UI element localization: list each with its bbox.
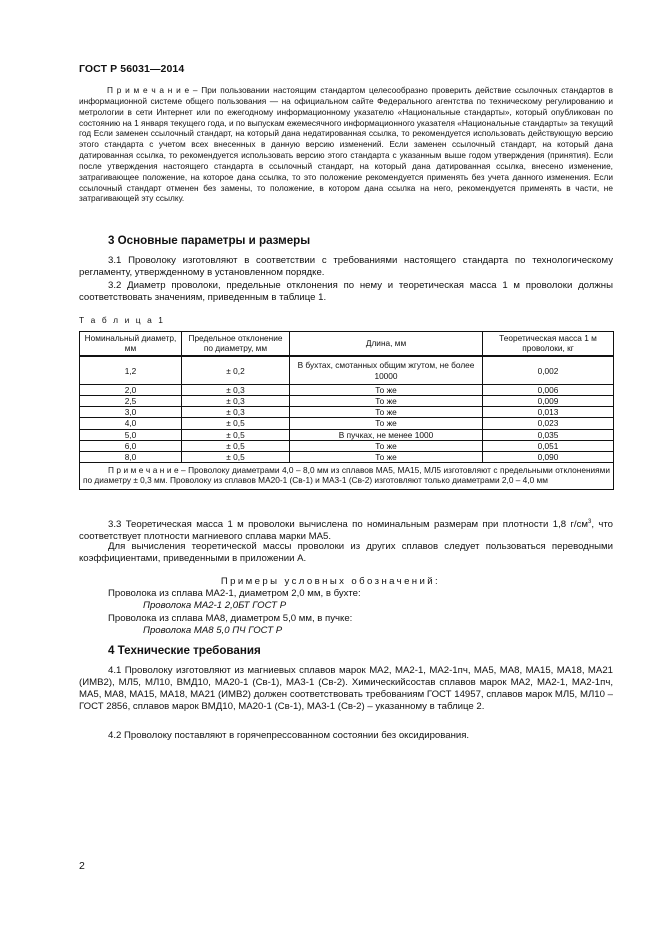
table-note-label: П р и м е ч а н и е [108,465,179,476]
table-header-cell: Длина, мм [290,332,483,357]
table-header-row [80,332,614,357]
page-number: 2 [79,860,85,872]
table-row [80,356,614,384]
table-cell: То же [290,440,483,451]
table-cell: То же [290,418,483,429]
paragraph-4-2: 4.2 Проволоку поставляют в горячепрессованном состоянии без оксидирования. [108,730,470,741]
table-cell: 0,023 [483,418,614,429]
table-cell: 0,051 [483,440,614,451]
table-cell: В пучках, не менее 1000 [290,429,483,440]
table-note [80,463,614,489]
table-cell: 2,0 [80,384,182,395]
table-note-text: – Проволоку диаметрами 4,0 – 8,0 мм из сплавов МА5, МА15, МЛ5 изготовляют с предельными отклонениями по диаметру ± 0,3 мм. Проволоку из сплавов МА20-1 (Св-1) и МА3-1 (Св-2) изготовляют только диаметрами 2,0 – 4,0 мм [83,465,611,486]
document-header: ГОСТ Р 56031—2014 [79,63,185,75]
section-4-heading: 4 Технические требования [108,644,261,657]
table-cell: 0,090 [483,452,614,463]
table-cell: 5,0 [80,429,182,440]
table-cell: ± 0,5 [182,418,290,429]
intro-note [79,85,613,204]
table-note-row [80,463,614,489]
examples-title: Примеры условных обозначений: [220,576,441,587]
example-1-text: Проволока из сплава МА2-1, диаметром 2,0 мм, в бухте: [108,588,361,599]
table-cell: 1,2 [80,356,182,384]
table-cell: 0,013 [483,407,614,418]
table-cell: 2,5 [80,396,182,407]
table-header-cell: Номинальный диаметр, мм [80,332,182,357]
table-cell: ± 0,2 [182,356,290,384]
table-cell: 0,006 [483,384,614,395]
example-1-code: Проволока МА2-1 2,0БТ ГОСТ Р [143,600,287,611]
table-header-cell: Предельное отклонение по диаметру, мм [182,332,290,357]
table-row [80,384,614,395]
intro-note-label: П р и м е ч а н и е [107,85,190,95]
table-cell: То же [290,407,483,418]
table-row [80,418,614,429]
paragraph-4-1: 4.1 Проволоку изготовляют из магниевых сплавов марок МА2, МА2-1, МА2-1пч, МА5, МА8, МА15, МА18, МА21 (ИМВ2), МЛ5, МЛ10, ВМД10, МА20-1 (Св-1), МА3-1 (Св-2). Химическийсостав сплавов марок МА2, МА2-1, МА2-1пч, МА5, МА8, МА15, МА18, МА21 (ИМВ2) должен соответствовать требованиям ГОСТ 14957, сплавов марок МЛ5, МЛ10 – ГОСТ 2856, сплавов марок ВМД10, МА20-1 (Св-1), МА3-1 (Св-2) – указанному в таблице 2. [79,665,613,713]
table-row [80,440,614,451]
example-2-text: Проволока из сплава МА8, диаметром 5,0 мм, в пучке: [108,613,353,624]
table-cell: ± 0,5 [182,440,290,451]
table-cell: ± 0,3 [182,384,290,395]
table-cell: 0,009 [483,396,614,407]
table-row [80,452,614,463]
table-row [80,429,614,440]
table-header-cell: Теоретическая масса 1 м проволоки, кг [483,332,614,357]
paragraph-3-3 [79,516,613,543]
paragraph-3-2: 3.2 Диаметр проволоки, предельные отклонения по нему и теоретическая масса 1 м проволоки должны соответствовать значениям, приведенным в таблице 1. [79,280,613,304]
table-cell: 3,0 [80,407,182,418]
superscript-3: 3 [588,519,592,525]
intro-note-text: – При пользовании настоящим стандартом целесообразно проверить действие ссылочных стандартов в информационной системе общего пользования — на официальном сайте Федерального агентства по техническому регулированию и метрологии в сети Интернет или по ежегодному информационному указателю «Национальные стандарты», который опубликован по состоянию на 1 января текущего года, и по выпускам ежемесячного информационного указателя «Национальные стандарты» за текущий год Если заменен ссылочный стандарт, на который дана недатированная ссылка, то рекомендуется использовать действующую версию этого стандарта с учетом всех внесенных в данную версию изменений. Если заменен ссылочный стандарт, на который дана датированная ссылка, то рекомендуется использовать версию этого стандарта с указанным выше годом утверждения (принятия). Если после утверждения настоящего стандарта в ссылочный стандарт, на который дана датированная ссылка, внесено изменение, затрагивающее положение, на которое дана ссылка, то это положение рекомендуется применять без учета данного изменения. Если ссылочный стандарт отменен без замены, то положение, в котором дана ссылка на него, рекомендуется применять в части, не затрагивающей эту ссылку. [79,85,613,204]
table-row [80,396,614,407]
table-cell: То же [290,396,483,407]
table-cell: 0,002 [483,356,614,384]
table-cell: 0,035 [483,429,614,440]
table-cell: ± 0,5 [182,429,290,440]
paragraph-3-3-text: 3.3 Теоретическая масса 1 м проволоки вычислена по номинальным размерам при плотности 1,8 г/см [108,519,588,531]
table-cell: 6,0 [80,440,182,451]
table-cell: ± 0,3 [182,396,290,407]
table-cell: То же [290,384,483,395]
table-1-caption: Т а б л и ц а 1 [79,315,166,325]
section-3-heading: 3 Основные параметры и размеры [108,234,311,247]
table-cell: То же [290,452,483,463]
table-cell: В бухтах, смотанных общим жгутом, не более 10000 [290,356,483,384]
table-row [80,407,614,418]
paragraph-3-3-text-end: , что соответствует плотности магниевого сплава марки МА5. [79,519,613,543]
table-cell: 8,0 [80,452,182,463]
table-cell: 4,0 [80,418,182,429]
table-1 [79,331,614,490]
paragraph-3-4: Для вычисления теоретической массы проволоки из других сплавов следует пользоваться переводными коэффициентами, приведенными в приложении А. [79,541,613,565]
example-2-code: Проволока МА8 5,0 ПЧ ГОСТ Р [143,625,283,636]
table-cell: ± 0,5 [182,452,290,463]
paragraph-3-1: 3.1 Проволоку изготовляют в соответствии с требованиями настоящего стандарта по технологическому регламенту, утвержденному в установленном порядке. [79,255,613,279]
table-cell: ± 0,3 [182,407,290,418]
